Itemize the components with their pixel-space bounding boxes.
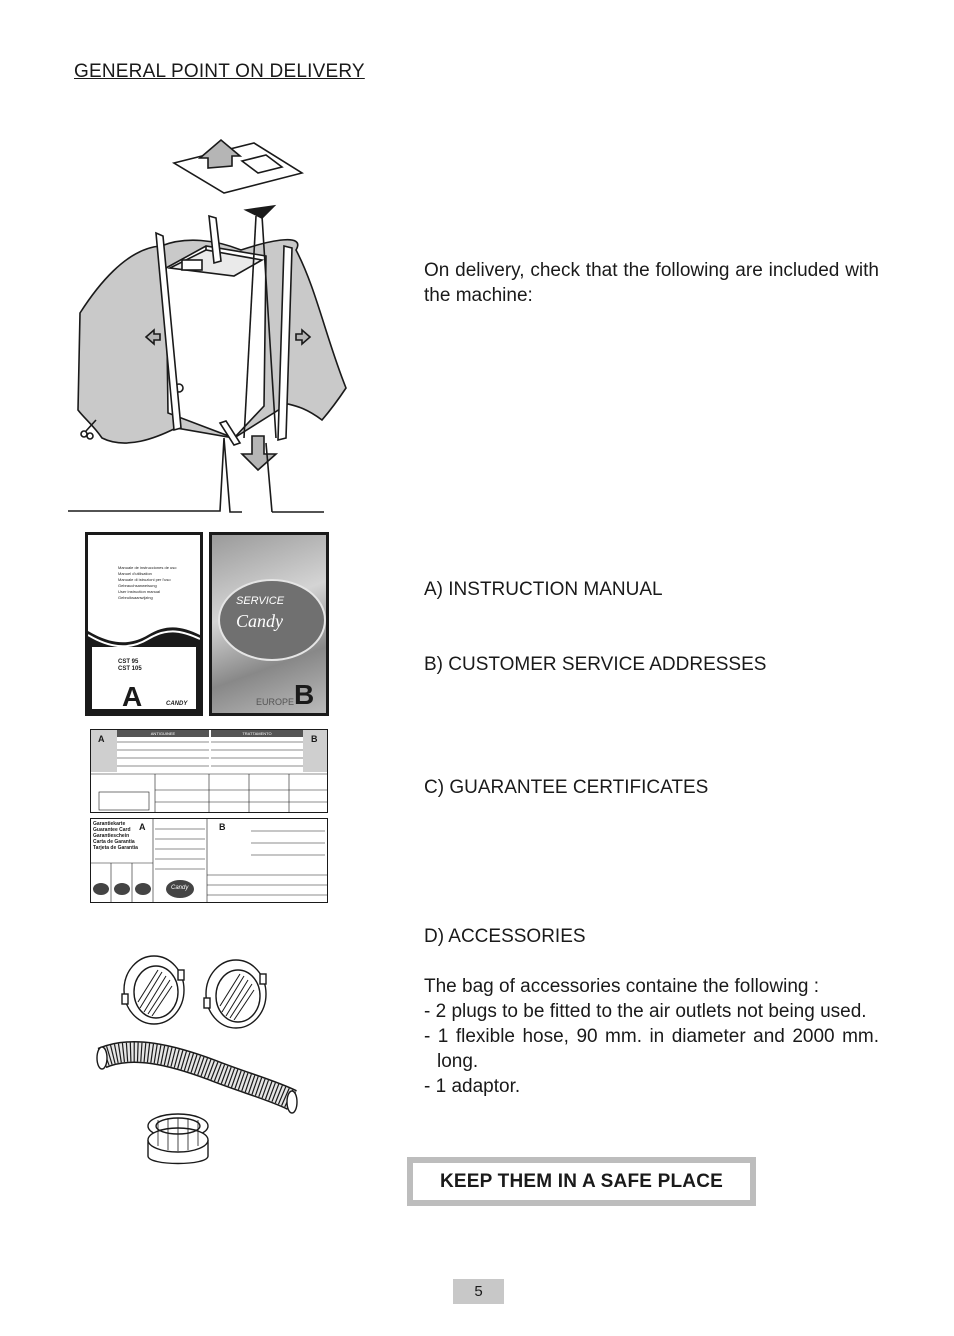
item-instruction-manual: A) INSTRUCTION MANUAL — [424, 579, 663, 600]
page-number: 5 — [453, 1279, 504, 1304]
page-heading: GENERAL POINT ON DELIVERY — [74, 61, 365, 82]
manual-language-4: Gebrauchsanweisung — [118, 583, 157, 588]
manual-language-1: Manuale de instrucciones de uso — [118, 565, 177, 570]
item-accessories: D) ACCESSORIES — [424, 926, 586, 947]
safe-place-notice — [407, 1157, 756, 1206]
certificate-1-letter-b: B — [311, 734, 318, 744]
manual-letter: A — [122, 681, 143, 712]
item-customer-service: B) CUSTOMER SERVICE ADDRESSES — [424, 654, 767, 675]
unpacking-illustration — [66, 138, 366, 516]
item-guarantee-certificates: C) GUARANTEE CERTIFICATES — [424, 777, 709, 798]
guarantee-certificate-1 — [90, 729, 328, 813]
instruction-manual-cover — [85, 532, 203, 716]
accessory-hose: - 1 flexible hose, 90 mm. in diameter and 2000 mm. long. — [424, 1026, 879, 1072]
accessories-list — [424, 999, 879, 1099]
manual-language-3: Manuale di istruzioni per l'uso — [118, 577, 171, 582]
manual-language-5: User instruction manual — [118, 589, 161, 594]
certificate-2-label-4: Carta de Garantia — [93, 839, 135, 845]
accessory-plugs: - 2 plugs to be fitted to the air outlets not being used. — [424, 1001, 867, 1022]
certificate-1-letter-a: A — [98, 734, 105, 744]
accessories-intro: The bag of accessories containe the following : — [424, 976, 820, 997]
safe-place-text: KEEP THEM IN A SAFE PLACE — [413, 1163, 750, 1200]
accessory-adaptor: - 1 adaptor. — [424, 1076, 521, 1097]
service-letter: B — [294, 679, 315, 710]
service-region: EUROPE — [256, 697, 295, 707]
certificate-2-label-3: Garantieschein — [93, 833, 130, 839]
certificate-2-grid — [91, 819, 328, 903]
manual-model-1: CST 95 — [118, 659, 139, 665]
intro-text: On delivery, check that the following are included with the machine: — [424, 260, 879, 306]
guarantee-certificate-2 — [90, 818, 328, 903]
certificate-1-grid — [91, 730, 328, 813]
manual-language-6: Gebruiksaanwijzing — [118, 595, 153, 600]
certificate-2-brand: Candy — [171, 885, 189, 891]
manual-brand: CANDY — [166, 701, 188, 707]
certificate-2-label-5: Tarjeta de Garantia — [93, 845, 138, 851]
certificate-1-right-title: TRATTAMENTO — [211, 730, 303, 737]
certificate-2-label-1: Garantiekarte — [93, 821, 126, 827]
manual-model-2: CST 105 — [118, 666, 142, 672]
certificate-1-left-title: ANTIGUINEE — [117, 730, 209, 737]
manual-language-2: Manuel d'utilisation — [118, 571, 152, 576]
manual-wave-graphic — [88, 535, 200, 713]
service-brand: Candy — [236, 611, 283, 631]
certificate-2-label-2: Guarantee Card — [93, 827, 131, 833]
certificate-2-letter-b: B — [219, 822, 226, 832]
service-label: SERVICE — [236, 595, 285, 607]
service-addresses-cover — [209, 532, 329, 716]
certificate-2-letter-a: A — [139, 822, 146, 832]
accessories-illustration — [92, 950, 308, 1176]
